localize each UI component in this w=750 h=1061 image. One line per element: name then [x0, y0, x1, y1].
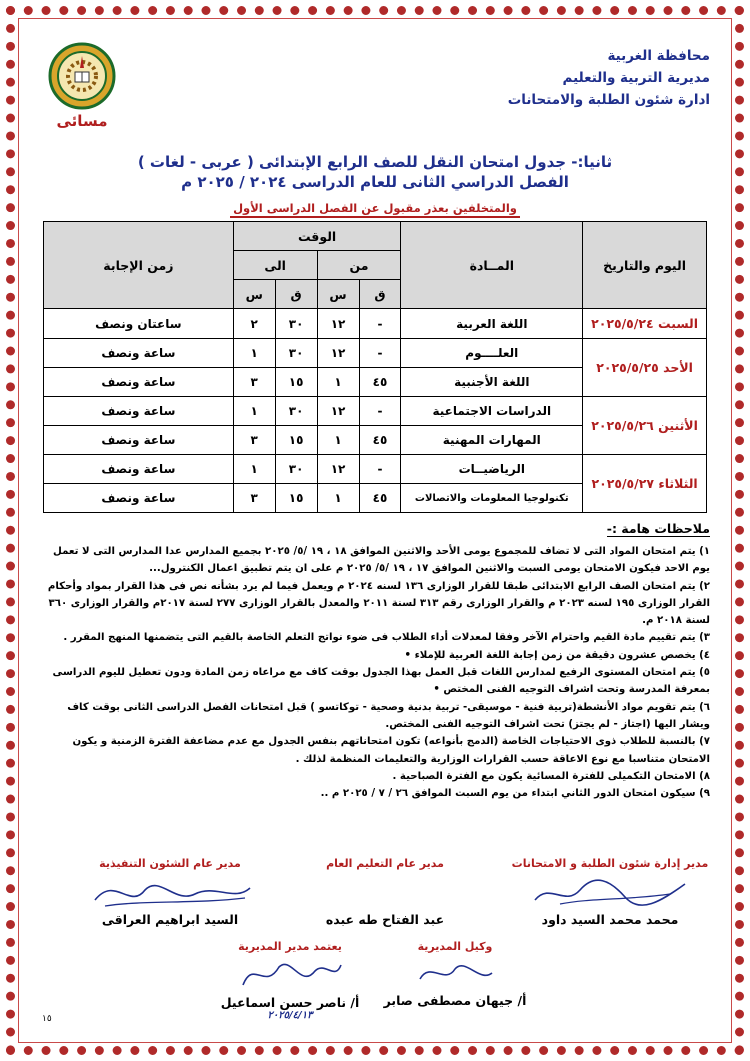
logo-caption: مسائى — [56, 112, 108, 130]
day-date-cell — [583, 455, 707, 513]
exam-schedule-table — [43, 221, 707, 513]
handwritten-signature — [530, 872, 690, 912]
note-item: ٧) بالنسبة للطلاب ذوى الاحتياجات الخاصة (الدمج بأنواعه) تكون امتحاناتهم بنفس الجدول مع عدم مضاعفة الفترة الزمنية و يكون الامتحان متناسبا مع نوع الاعاقة حسب القرارات الوزارية والتعليمات المنظمة لذلك . — [72, 736, 710, 765]
duration-cell: ساعة ونصف — [44, 368, 234, 397]
logo — [42, 42, 122, 130]
from-hours-cell: ١ — [317, 484, 359, 513]
subject-cell: المهارات المهنية — [401, 426, 583, 455]
exam-date: ٢٠٢٥/٥/٢٧ — [591, 476, 654, 491]
from-minutes-cell: - — [359, 455, 401, 484]
to-minutes-cell: ١٥ — [275, 484, 317, 513]
table-row — [44, 309, 707, 339]
header-to-hours: س — [233, 280, 275, 309]
signature-role: مدير عام الشئون التنفيذية — [99, 857, 241, 870]
handwritten-date: ٢٠٢٥/٤/١٣ — [267, 1010, 313, 1021]
from-hours-cell: ١٢ — [317, 339, 359, 368]
header-from: من — [317, 251, 401, 280]
directorate-seal-icon — [48, 42, 116, 110]
header-to-minutes: ق — [275, 280, 317, 309]
table-row — [44, 339, 707, 368]
signature-role: يعتمد مدير المديرية — [238, 940, 342, 953]
from-minutes-cell: ٤٥ — [359, 368, 401, 397]
table-row — [44, 455, 707, 484]
duration-cell: ساعة ونصف — [44, 455, 234, 484]
signatory-name: أ/ ناصر حسن اسماعيل — [220, 995, 360, 1010]
note-item: ٥) يتم امتحان المستوى الرفيع لمدارس اللغات قبل العمل بهذا الجدول بوقت كاف مع مراعاه زمن المادة ودون تعطيل لليوم الدراسى بمعرفة المدرسة وتحت اشراف التوجيه الفنى المختص • — [52, 667, 710, 696]
from-minutes-cell: - — [359, 397, 401, 426]
from-hours-cell: ١٢ — [317, 309, 359, 339]
header-from-hours: س — [317, 280, 359, 309]
signatory-name: أ/ جيهان مصطفى صابر — [383, 993, 527, 1008]
signatory-name: السيد ابراهيم العراقى — [101, 912, 239, 927]
document-header — [470, 45, 710, 111]
header-subject: المــادة — [401, 222, 583, 309]
duration-cell: ساعة ونصف — [44, 426, 234, 455]
directorate-label: مديرية التربية والتعليم — [562, 70, 710, 86]
governorate-label: محافظة الغربية — [607, 48, 710, 64]
day-date-cell — [583, 309, 707, 339]
to-minutes-cell: ٣٠ — [275, 397, 317, 426]
header-day-date: اليوم والتاريخ — [583, 222, 707, 309]
to-hours-cell: ٣ — [233, 484, 275, 513]
day-name: الأحد — [663, 360, 693, 375]
header-from-minutes: ق — [359, 280, 401, 309]
from-hours-cell: ١ — [317, 368, 359, 397]
signature-block-deputy — [360, 940, 550, 1008]
note-item: ٨) الامتحان التكميلى للفترة المسائية يكون مع الفترة الصباحية . — [392, 770, 710, 782]
signature-role: وكيل المديرية — [417, 940, 493, 953]
duration-cell: ساعة ونصف — [44, 484, 234, 513]
subject-cell: اللغة الأجنبية — [401, 368, 583, 397]
to-minutes-cell: ١٥ — [275, 426, 317, 455]
signatory-name: عبد الفتاح طه عبده — [325, 912, 445, 927]
exam-date: ٢٠٢٥/٥/٢٦ — [591, 418, 654, 433]
day-name: الثلاثاء — [658, 476, 698, 491]
from-minutes-cell: - — [359, 309, 401, 339]
subject-cell: تكنولوجيا المعلومات والاتصالات — [401, 484, 583, 513]
duration-cell: ساعة ونصف — [44, 339, 234, 368]
to-hours-cell: ٣ — [233, 368, 275, 397]
exam-date: ٢٠٢٥/٥/٢٤ — [591, 316, 654, 331]
excused-subtitle: والمتخلفين بعذر مقبول عن الفصل الدراسى الأول — [230, 200, 520, 218]
note-item: ٢) يتم امتحان الصف الرابع الابتدائى طبقا للقرار الوزارى ١٣٦ لسنه ٢٠٢٤ م ويعمل فيما لم يرد بشأنه نص فى هذا القرار بمواد وأحكام القرار الوزارى ١٩٥ لسنه ٢٠٢٣ م والقرار الوزارى رقم ٣١٣ لسنة ٢٠١١ والمعدل بالقرار الوزارى ٢٧٧ لسنة ٢٠١٧م والقرار الوزارى ٣٦٠ لسنة ٢٠١٨ م. — [47, 580, 710, 627]
subject-cell: الرياضيــات — [401, 455, 583, 484]
day-name: السبت — [658, 316, 699, 331]
duration-cell: ساعة ونصف — [44, 397, 234, 426]
semester-title: الفصل الدراسي الثانى للعام الدراسى ٢٠٢٤ / ٢٠٢٥ م — [181, 173, 569, 191]
notes-list — [42, 543, 710, 802]
page-number: ١٥ — [42, 1014, 52, 1024]
to-minutes-cell: ١٥ — [275, 368, 317, 397]
day-name: الأثنين — [658, 418, 698, 433]
header-time: الوقت — [233, 222, 401, 251]
signature-block-executive-affairs — [70, 857, 270, 927]
signatory-name: محمد محمد السيد داود — [541, 912, 679, 927]
to-hours-cell: ١ — [233, 455, 275, 484]
signature-role: مدير عام التعليم العام — [326, 857, 444, 870]
signature-block-students-affairs — [510, 857, 710, 927]
to-minutes-cell: ٣٠ — [275, 455, 317, 484]
from-hours-cell: ١ — [317, 426, 359, 455]
table-row — [44, 397, 707, 426]
to-minutes-cell: ٣٠ — [275, 339, 317, 368]
schedule-title: ثانيا:- جدول امتحان النقل للصف الرابع الإبتدائى ( عربى - لغات ) — [137, 153, 613, 171]
department-label: ادارة شئون الطلبة والامتحانات — [507, 92, 710, 108]
note-item: ١) يتم امتحان المواد التى لا تضاف للمجموع يومى الأحد والاثنين الموافق ١٨ ، ١٩ /٥/ ٢٠٢٥ بجميع المدارس عدا المدارس التى لا تعمل يوم الاحد فيكون الامتحان يومى السبت والاثنين الموافق ١٧ ، ١٩ /٥/ ٢٠٢٥ م على ان يتم تطبيق اعمال الكنترول... — [53, 546, 710, 575]
signature-block-director — [195, 940, 385, 1021]
header-duration: زمن الإجابة — [44, 222, 234, 309]
exam-date: ٢٠٢٥/٥/٢٥ — [596, 360, 659, 375]
from-minutes-cell: ٤٥ — [359, 426, 401, 455]
note-item: ٩) سيكون امتحان الدور الثاني ابتداء من يوم السبت الموافق ٢٦ / ٧ / ٢٠٢٥ م .. — [320, 788, 710, 800]
note-item: ٦) يتم تقويم مواد الأنشطة(تربية فنية - موسيقى- تربية بدنية وصحية - توكاتسو ) قبل امتحانات الفصل الدراسى الثانى بوقت كاف ويشار اليها (اجتاز - لم يجتز) تحت اشراف التوجيه الفنى المختص. — [67, 701, 710, 730]
to-hours-cell: ٢ — [233, 309, 275, 339]
to-hours-cell: ١ — [233, 339, 275, 368]
day-date-cell — [583, 339, 707, 397]
subject-cell: العلــــوم — [401, 339, 583, 368]
from-minutes-cell: - — [359, 339, 401, 368]
notes-heading: ملاحظات هامة :- — [606, 521, 710, 536]
header-to: الى — [233, 251, 317, 280]
handwritten-signature — [410, 955, 500, 993]
handwritten-signature — [85, 870, 255, 912]
to-minutes-cell: ٣٠ — [275, 309, 317, 339]
duration-cell: ساعتان ونصف — [44, 309, 234, 339]
from-hours-cell: ١٢ — [317, 455, 359, 484]
from-minutes-cell: ٤٥ — [359, 484, 401, 513]
note-item: ٣) يتم تقييم مادة القيم واحترام الآخر وفقا لمعدلات أداء الطلاب فى ضوء نواتج التعلم الخاصة بالقيم التى يتضمنها المنهج المقرر . — [63, 632, 710, 644]
day-date-cell — [583, 397, 707, 455]
signature-role: مدير إدارة شئون الطلبة و الامتحانات — [511, 857, 709, 870]
note-item: ٤) يخصص عشرون دقيقة من زمن إجابة اللغة العربية للإملاء • — [404, 649, 710, 661]
subject-cell: الدراسات الاجتماعية — [401, 397, 583, 426]
handwritten-signature — [235, 955, 345, 995]
subject-cell: اللغة العربية — [401, 309, 583, 339]
to-hours-cell: ١ — [233, 397, 275, 426]
to-hours-cell: ٣ — [233, 426, 275, 455]
signature-block-general-education — [295, 857, 475, 927]
from-hours-cell: ١٢ — [317, 397, 359, 426]
